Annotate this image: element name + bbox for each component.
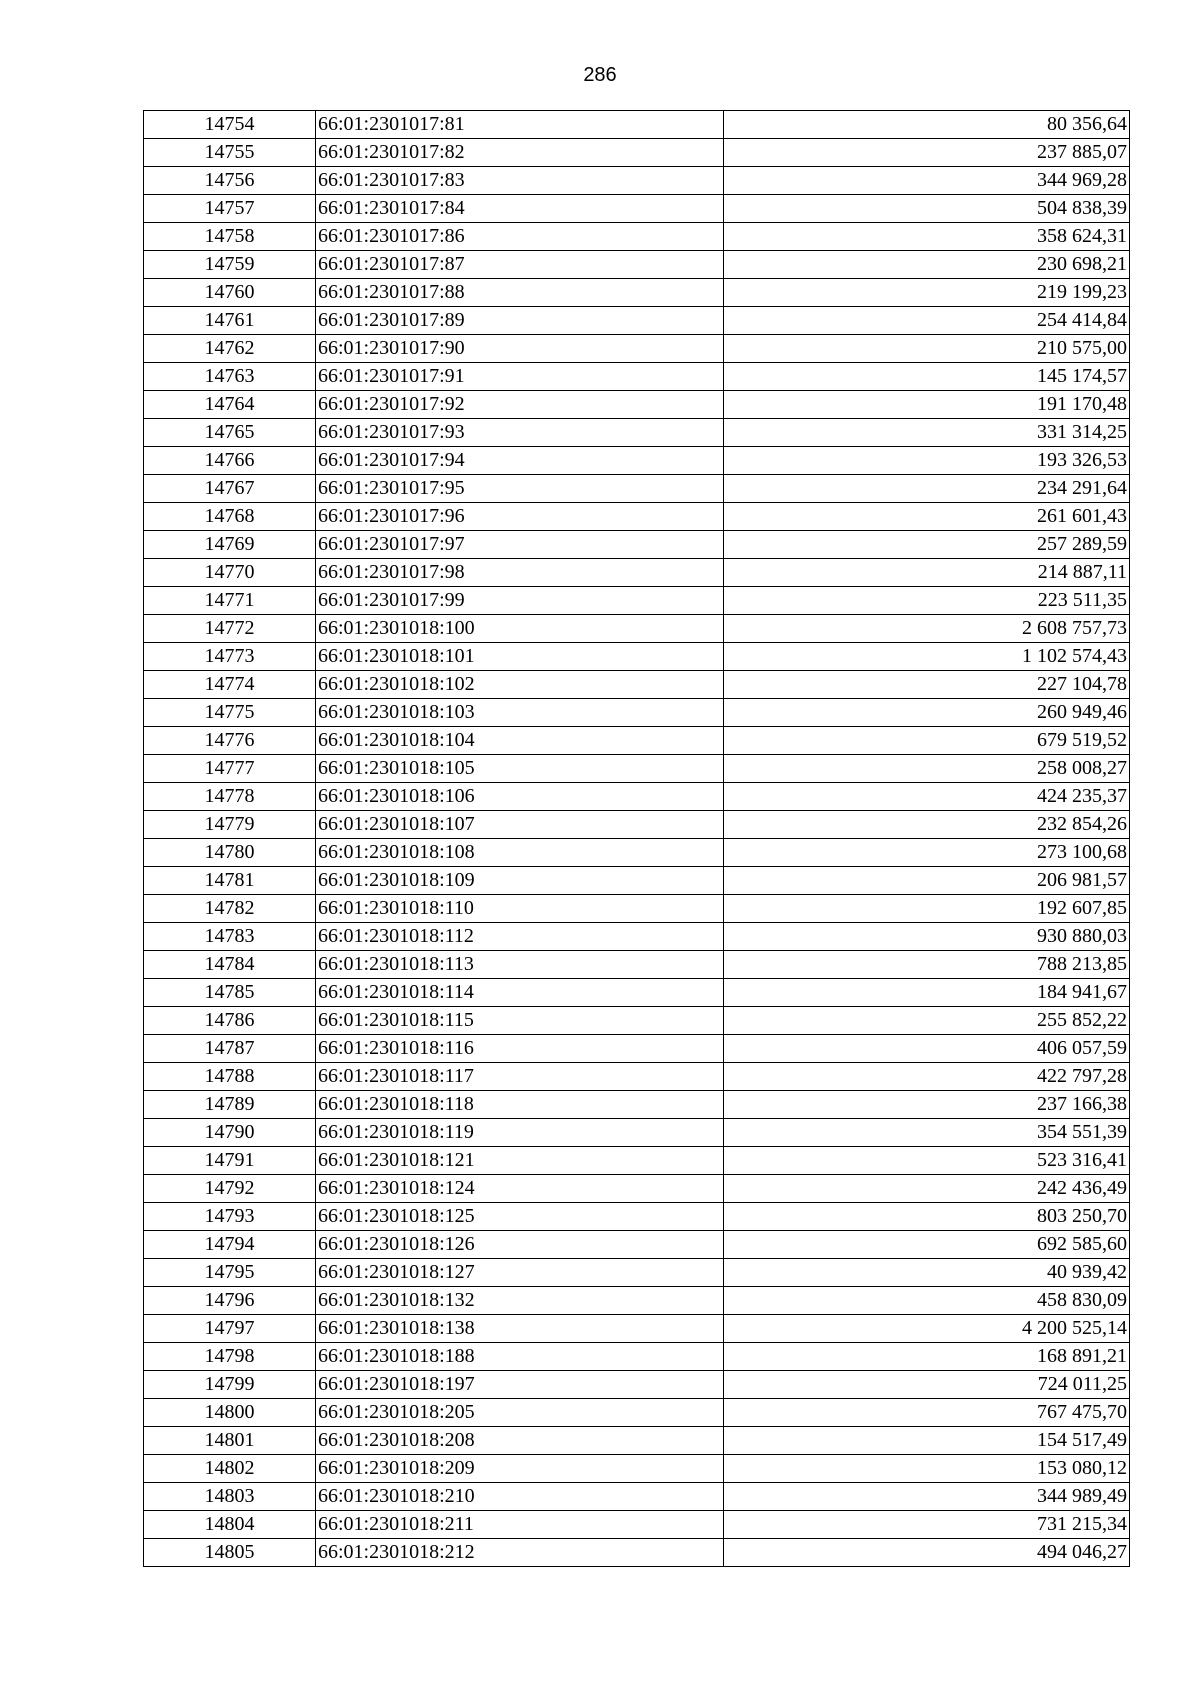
cadastral-number-cell: 66:01:2301017:90: [316, 335, 724, 363]
table-row: [144, 1287, 1130, 1315]
row-number-cell: 14797: [144, 1315, 316, 1343]
table-row: [144, 1539, 1130, 1567]
cadastral-number-cell: 66:01:2301018:119: [316, 1119, 724, 1147]
table-row: [144, 1007, 1130, 1035]
row-number-cell: 14785: [144, 979, 316, 1007]
table-row: [144, 615, 1130, 643]
cadastral-number-cell: 66:01:2301018:115: [316, 1007, 724, 1035]
cadastral-value-cell: 331 314,25: [724, 419, 1130, 447]
row-number-cell: 14790: [144, 1119, 316, 1147]
cadastral-number-cell: 66:01:2301018:209: [316, 1455, 724, 1483]
cadastral-number-cell: 66:01:2301017:93: [316, 419, 724, 447]
table-row: [144, 587, 1130, 615]
page-number: 286: [583, 64, 617, 86]
cadastral-number-cell: 66:01:2301018:126: [316, 1231, 724, 1259]
cadastral-number-cell: 66:01:2301017:87: [316, 251, 724, 279]
table-row: [144, 1119, 1130, 1147]
cadastral-value-cell: 242 436,49: [724, 1175, 1130, 1203]
row-number-cell: 14787: [144, 1035, 316, 1063]
table-row: [144, 839, 1130, 867]
cadastral-number-cell: 66:01:2301018:105: [316, 755, 724, 783]
cadastral-number-cell: 66:01:2301018:112: [316, 923, 724, 951]
row-number-cell: 14800: [144, 1399, 316, 1427]
cadastral-value-cell: 210 575,00: [724, 335, 1130, 363]
row-number-cell: 14798: [144, 1343, 316, 1371]
table-row: [144, 195, 1130, 223]
cadastral-value-cell: 504 838,39: [724, 195, 1130, 223]
table-row: [144, 1259, 1130, 1287]
cadastral-value-cell: 153 080,12: [724, 1455, 1130, 1483]
cadastral-number-cell: 66:01:2301017:99: [316, 587, 724, 615]
table-row: [144, 1231, 1130, 1259]
row-number-cell: 14792: [144, 1175, 316, 1203]
row-number-cell: 14757: [144, 195, 316, 223]
cadastral-number-cell: 66:01:2301018:100: [316, 615, 724, 643]
cadastral-value-cell: 358 624,31: [724, 223, 1130, 251]
cadastral-number-cell: 66:01:2301018:118: [316, 1091, 724, 1119]
cadastral-value-cell: 184 941,67: [724, 979, 1130, 1007]
cadastral-number-cell: 66:01:2301017:96: [316, 503, 724, 531]
cadastral-number-cell: 66:01:2301018:138: [316, 1315, 724, 1343]
row-number-cell: 14760: [144, 279, 316, 307]
row-number-cell: 14794: [144, 1231, 316, 1259]
cadastral-value-cell: 206 981,57: [724, 867, 1130, 895]
cadastral-number-cell: 66:01:2301017:92: [316, 391, 724, 419]
row-number-cell: 14768: [144, 503, 316, 531]
cadastral-value-cell: 422 797,28: [724, 1063, 1130, 1091]
row-number-cell: 14766: [144, 447, 316, 475]
row-number-cell: 14773: [144, 643, 316, 671]
cadastral-number-cell: 66:01:2301018:103: [316, 699, 724, 727]
table-row: [144, 783, 1130, 811]
table-row: [144, 699, 1130, 727]
cadastral-number-cell: 66:01:2301018:107: [316, 811, 724, 839]
row-number-cell: 14758: [144, 223, 316, 251]
row-number-cell: 14776: [144, 727, 316, 755]
cadastral-value-cell: 344 989,49: [724, 1483, 1130, 1511]
cadastral-value-cell: 227 104,78: [724, 671, 1130, 699]
row-number-cell: 14793: [144, 1203, 316, 1231]
row-number-cell: 14771: [144, 587, 316, 615]
cadastral-value-cell: 788 213,85: [724, 951, 1130, 979]
cadastral-value-cell: 255 852,22: [724, 1007, 1130, 1035]
row-number-cell: 14755: [144, 139, 316, 167]
row-number-cell: 14781: [144, 867, 316, 895]
cadastral-value-cell: 260 949,46: [724, 699, 1130, 727]
cadastral-value-cell: 257 289,59: [724, 531, 1130, 559]
table-row: [144, 223, 1130, 251]
cadastral-value-cell: 523 316,41: [724, 1147, 1130, 1175]
table-row: [144, 951, 1130, 979]
table-row: [144, 1175, 1130, 1203]
row-number-cell: 14770: [144, 559, 316, 587]
cadastral-number-cell: 66:01:2301018:132: [316, 1287, 724, 1315]
cadastral-number-cell: 66:01:2301018:210: [316, 1483, 724, 1511]
cadastral-value-cell: 724 011,25: [724, 1371, 1130, 1399]
cadastral-number-cell: 66:01:2301017:94: [316, 447, 724, 475]
cadastral-value-cell: 344 969,28: [724, 167, 1130, 195]
cadastral-value-cell: 803 250,70: [724, 1203, 1130, 1231]
cadastral-value-cell: 154 517,49: [724, 1427, 1130, 1455]
cadastral-number-cell: 66:01:2301018:104: [316, 727, 724, 755]
cadastral-number-cell: 66:01:2301018:188: [316, 1343, 724, 1371]
cadastral-number-cell: 66:01:2301018:101: [316, 643, 724, 671]
cadastral-value-cell: 192 607,85: [724, 895, 1130, 923]
cadastral-value-cell: 193 326,53: [724, 447, 1130, 475]
cadastral-value-cell: 679 519,52: [724, 727, 1130, 755]
table-row: [144, 979, 1130, 1007]
cadastral-number-cell: 66:01:2301017:86: [316, 223, 724, 251]
cadastral-value-cell: 230 698,21: [724, 251, 1130, 279]
row-number-cell: 14759: [144, 251, 316, 279]
table-row: [144, 895, 1130, 923]
cadastral-value-cell: 261 601,43: [724, 503, 1130, 531]
cadastral-number-cell: 66:01:2301017:91: [316, 363, 724, 391]
cadastral-number-cell: 66:01:2301018:211: [316, 1511, 724, 1539]
cadastral-value-cell: 2 608 757,73: [724, 615, 1130, 643]
cadastral-value-cell: 232 854,26: [724, 811, 1130, 839]
table-row: [144, 811, 1130, 839]
table-row: [144, 531, 1130, 559]
row-number-cell: 14778: [144, 783, 316, 811]
cadastral-number-cell: 66:01:2301017:82: [316, 139, 724, 167]
table-row: [144, 1399, 1130, 1427]
table-row: [144, 503, 1130, 531]
table-row: [144, 1063, 1130, 1091]
table-row: [144, 727, 1130, 755]
table-row: [144, 391, 1130, 419]
table-row: [144, 1483, 1130, 1511]
cadastral-number-cell: 66:01:2301017:98: [316, 559, 724, 587]
cadastral-value-cell: 223 511,35: [724, 587, 1130, 615]
row-number-cell: 14795: [144, 1259, 316, 1287]
cadastral-value-cell: 1 102 574,43: [724, 643, 1130, 671]
cadastral-value-cell: 767 475,70: [724, 1399, 1130, 1427]
cadastral-value-cell: 731 215,34: [724, 1511, 1130, 1539]
cadastral-value-cell: 219 199,23: [724, 279, 1130, 307]
table-row: [144, 1091, 1130, 1119]
table-row: [144, 867, 1130, 895]
row-number-cell: 14786: [144, 1007, 316, 1035]
cadastral-value-cell: 237 885,07: [724, 139, 1130, 167]
cadastral-value-cell: 458 830,09: [724, 1287, 1130, 1315]
cadastral-number-cell: 66:01:2301017:83: [316, 167, 724, 195]
row-number-cell: 14803: [144, 1483, 316, 1511]
cadastral-value-cell: 191 170,48: [724, 391, 1130, 419]
row-number-cell: 14789: [144, 1091, 316, 1119]
cadastral-number-cell: 66:01:2301017:84: [316, 195, 724, 223]
cadastral-number-cell: 66:01:2301018:109: [316, 867, 724, 895]
row-number-cell: 14788: [144, 1063, 316, 1091]
table-row: [144, 475, 1130, 503]
cadastral-number-cell: 66:01:2301018:117: [316, 1063, 724, 1091]
cadastral-value-cell: 214 887,11: [724, 559, 1130, 587]
cadastral-value-cell: 930 880,03: [724, 923, 1130, 951]
row-number-cell: 14763: [144, 363, 316, 391]
table-row: [144, 1427, 1130, 1455]
cadastral-number-cell: 66:01:2301018:114: [316, 979, 724, 1007]
cadastral-value-cell: 354 551,39: [724, 1119, 1130, 1147]
cadastral-number-cell: 66:01:2301017:81: [316, 111, 724, 139]
cadastral-number-cell: 66:01:2301018:124: [316, 1175, 724, 1203]
cadastral-number-cell: 66:01:2301018:127: [316, 1259, 724, 1287]
table-row: [144, 167, 1130, 195]
row-number-cell: 14764: [144, 391, 316, 419]
cadastral-value-cell: 258 008,27: [724, 755, 1130, 783]
table-row: [144, 1147, 1130, 1175]
cadastral-value-cell: 692 585,60: [724, 1231, 1130, 1259]
table-row: [144, 1511, 1130, 1539]
cadastral-number-cell: 66:01:2301017:88: [316, 279, 724, 307]
row-number-cell: 14783: [144, 923, 316, 951]
table-row: [144, 1455, 1130, 1483]
table-row: [144, 1035, 1130, 1063]
row-number-cell: 14780: [144, 839, 316, 867]
row-number-cell: 14765: [144, 419, 316, 447]
row-number-cell: 14777: [144, 755, 316, 783]
cadastral-value-cell: 237 166,38: [724, 1091, 1130, 1119]
cadastral-value-cell: 494 046,27: [724, 1539, 1130, 1567]
row-number-cell: 14802: [144, 1455, 316, 1483]
cadastral-value-cell: 424 235,37: [724, 783, 1130, 811]
cadastral-number-cell: 66:01:2301018:110: [316, 895, 724, 923]
row-number-cell: 14767: [144, 475, 316, 503]
cadastral-value-cell: 234 291,64: [724, 475, 1130, 503]
cadastral-number-cell: 66:01:2301017:97: [316, 531, 724, 559]
table-row: [144, 335, 1130, 363]
table-row: [144, 447, 1130, 475]
table-row: [144, 1203, 1130, 1231]
table-row: [144, 111, 1130, 139]
table-row: [144, 363, 1130, 391]
cadastral-number-cell: 66:01:2301018:208: [316, 1427, 724, 1455]
row-number-cell: 14779: [144, 811, 316, 839]
cadastral-number-cell: 66:01:2301017:89: [316, 307, 724, 335]
row-number-cell: 14774: [144, 671, 316, 699]
row-number-cell: 14761: [144, 307, 316, 335]
row-number-cell: 14801: [144, 1427, 316, 1455]
cadastral-value-cell: 145 174,57: [724, 363, 1130, 391]
table-row: [144, 307, 1130, 335]
row-number-cell: 14782: [144, 895, 316, 923]
table-row: [144, 1315, 1130, 1343]
table-row: [144, 419, 1130, 447]
cadastral-number-cell: 66:01:2301018:106: [316, 783, 724, 811]
row-number-cell: 14805: [144, 1539, 316, 1567]
row-number-cell: 14799: [144, 1371, 316, 1399]
row-number-cell: 14804: [144, 1511, 316, 1539]
cadastral-number-cell: 66:01:2301018:116: [316, 1035, 724, 1063]
row-number-cell: 14754: [144, 111, 316, 139]
table-row: [144, 1371, 1130, 1399]
table-row: [144, 139, 1130, 167]
row-number-cell: 14791: [144, 1147, 316, 1175]
cadastral-number-cell: 66:01:2301018:212: [316, 1539, 724, 1567]
row-number-cell: 14756: [144, 167, 316, 195]
cadastral-number-cell: 66:01:2301018:205: [316, 1399, 724, 1427]
cadastral-number-cell: 66:01:2301018:102: [316, 671, 724, 699]
table-row: [144, 559, 1130, 587]
row-number-cell: 14762: [144, 335, 316, 363]
cadastral-value-table: [143, 110, 1130, 1567]
cadastral-value-cell: 80 356,64: [724, 111, 1130, 139]
row-number-cell: 14775: [144, 699, 316, 727]
cadastral-value-cell: 254 414,84: [724, 307, 1130, 335]
cadastral-value-cell: 4 200 525,14: [724, 1315, 1130, 1343]
cadastral-number-cell: 66:01:2301018:197: [316, 1371, 724, 1399]
table-row: [144, 1343, 1130, 1371]
cadastral-number-cell: 66:01:2301018:121: [316, 1147, 724, 1175]
cadastral-number-cell: 66:01:2301018:108: [316, 839, 724, 867]
cadastral-value-cell: 40 939,42: [724, 1259, 1130, 1287]
row-number-cell: 14796: [144, 1287, 316, 1315]
cadastral-value-cell: 273 100,68: [724, 839, 1130, 867]
table-row: [144, 643, 1130, 671]
cadastral-number-cell: 66:01:2301018:113: [316, 951, 724, 979]
cadastral-number-cell: 66:01:2301018:125: [316, 1203, 724, 1231]
table-row: [144, 671, 1130, 699]
table-body: [144, 111, 1130, 1567]
table-row: [144, 251, 1130, 279]
row-number-cell: 14784: [144, 951, 316, 979]
row-number-cell: 14772: [144, 615, 316, 643]
table-row: [144, 923, 1130, 951]
table-row: [144, 279, 1130, 307]
cadastral-number-cell: 66:01:2301017:95: [316, 475, 724, 503]
table-row: [144, 755, 1130, 783]
row-number-cell: 14769: [144, 531, 316, 559]
cadastral-value-cell: 168 891,21: [724, 1343, 1130, 1371]
cadastral-value-cell: 406 057,59: [724, 1035, 1130, 1063]
